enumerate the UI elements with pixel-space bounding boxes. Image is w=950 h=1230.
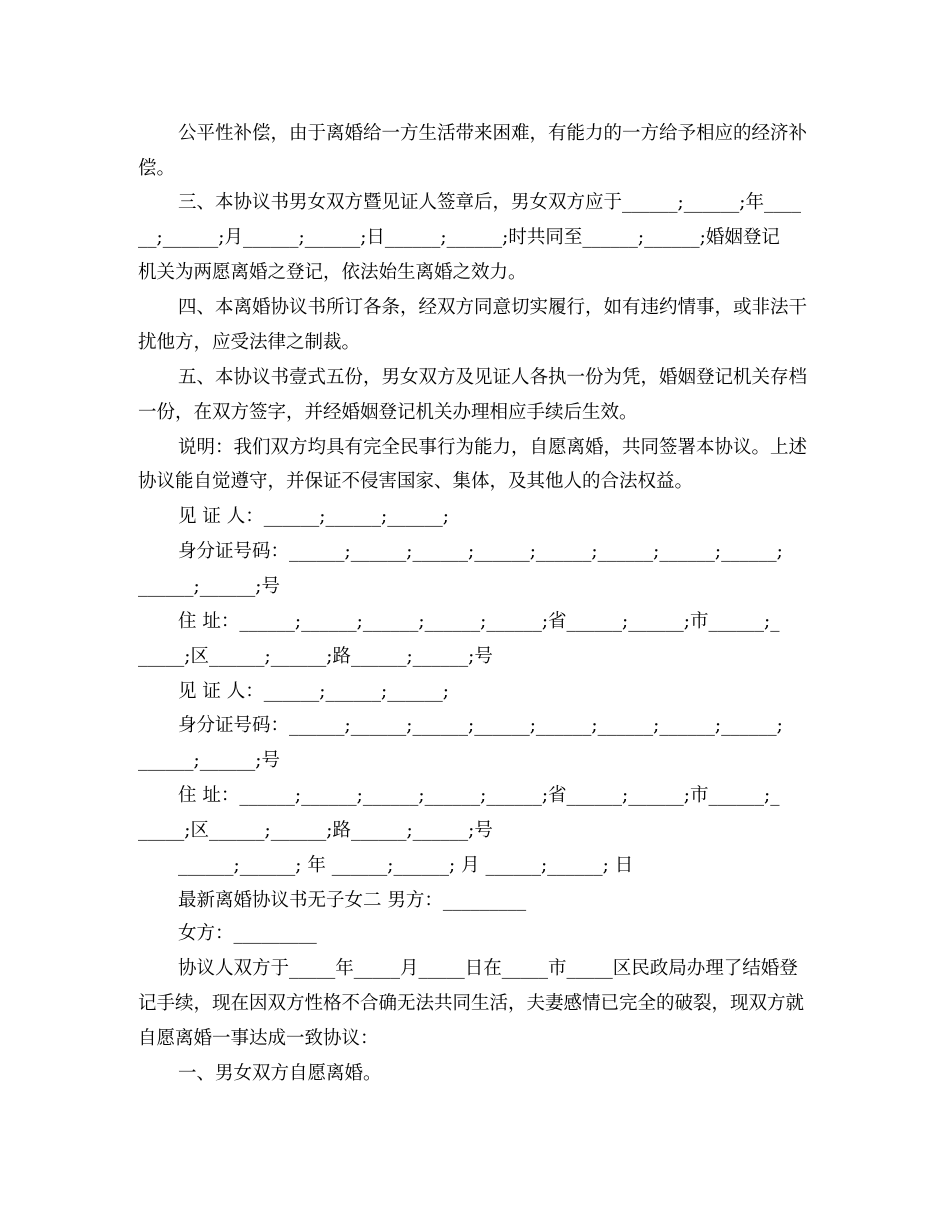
text-line: 扰他方，应受法律之制裁。 (138, 332, 361, 353)
text-line: 偿。 (138, 158, 176, 179)
text-line: 身分证号码：______;______;______;______;______;______;______;______; (178, 715, 783, 736)
text-line: 机关为两愿离婚之登记，依法始生离婚之效力。 (138, 262, 527, 283)
text-line: 住 址：______;______;______;______;______;省______;______;市______;_ (178, 611, 780, 632)
text-line: 公平性补偿，由于离婚给一方生活带来困难，有能力的一方给予相应的经济补 (178, 123, 808, 144)
text-line: 见 证 人：______;______;______; (178, 506, 449, 527)
text-line: ______;______; 年 ______;______; 月 ______;______; 日 (178, 855, 634, 876)
text-line: 最新离婚协议书无子女二 男方：_________ (178, 890, 527, 911)
text-line: 一、男女双方自愿离婚。 (178, 1063, 382, 1084)
text-line: __;______;月______;______;日______;______;时共同至______;______;婚姻登记 (138, 227, 780, 248)
text-line: 住 址：______;______;______;______;______;省______;______;市______;_ (178, 785, 780, 806)
text-line: 协议能自觉遵守，并保证不侵害国家、集体，及其他人的合法权益。 (138, 471, 694, 492)
text-line: 协议人双方于_____年_____月_____日在_____市_____区民政局办理了结婚登 (178, 958, 798, 979)
text-line: _____;区______;______;路______;______;号 (138, 820, 493, 841)
text-line: 说明：我们双方均具有完全民事行为能力，自愿离婚，共同签署本协议。上述 (178, 437, 808, 458)
text-line: ______;______;号 (138, 576, 280, 597)
text-line: 自愿离婚一事达成一致协议： (138, 1028, 379, 1049)
text-line: 五、本协议书壹式五份，男女双方及见证人各执一份为凭，婚姻登记机关存档 (178, 367, 808, 388)
text-line: 女方：_________ (178, 923, 317, 944)
text-line: 见 证 人：______;______;______; (178, 681, 449, 702)
text-line: 四、本离婚协议书所订各条，经双方同意切实履行，如有违约情事，或非法干 (178, 297, 808, 318)
text-line: 一份，在双方签字，并经婚姻登记机关办理相应手续后生效。 (138, 402, 638, 423)
text-line: 记手续，现在因双方性格不合确无法共同生活，夫妻感情已完全的破裂，现双方就 (138, 993, 805, 1014)
text-line: 身分证号码：______;______;______;______;______;______;______;______; (178, 541, 783, 562)
text-line: _____;区______;______;路______;______;号 (138, 646, 493, 667)
text-line: 三、本协议书男女双方暨见证人签章后，男女双方应于______;______;年____ (178, 192, 801, 213)
text-line: ______;______;号 (138, 750, 280, 771)
